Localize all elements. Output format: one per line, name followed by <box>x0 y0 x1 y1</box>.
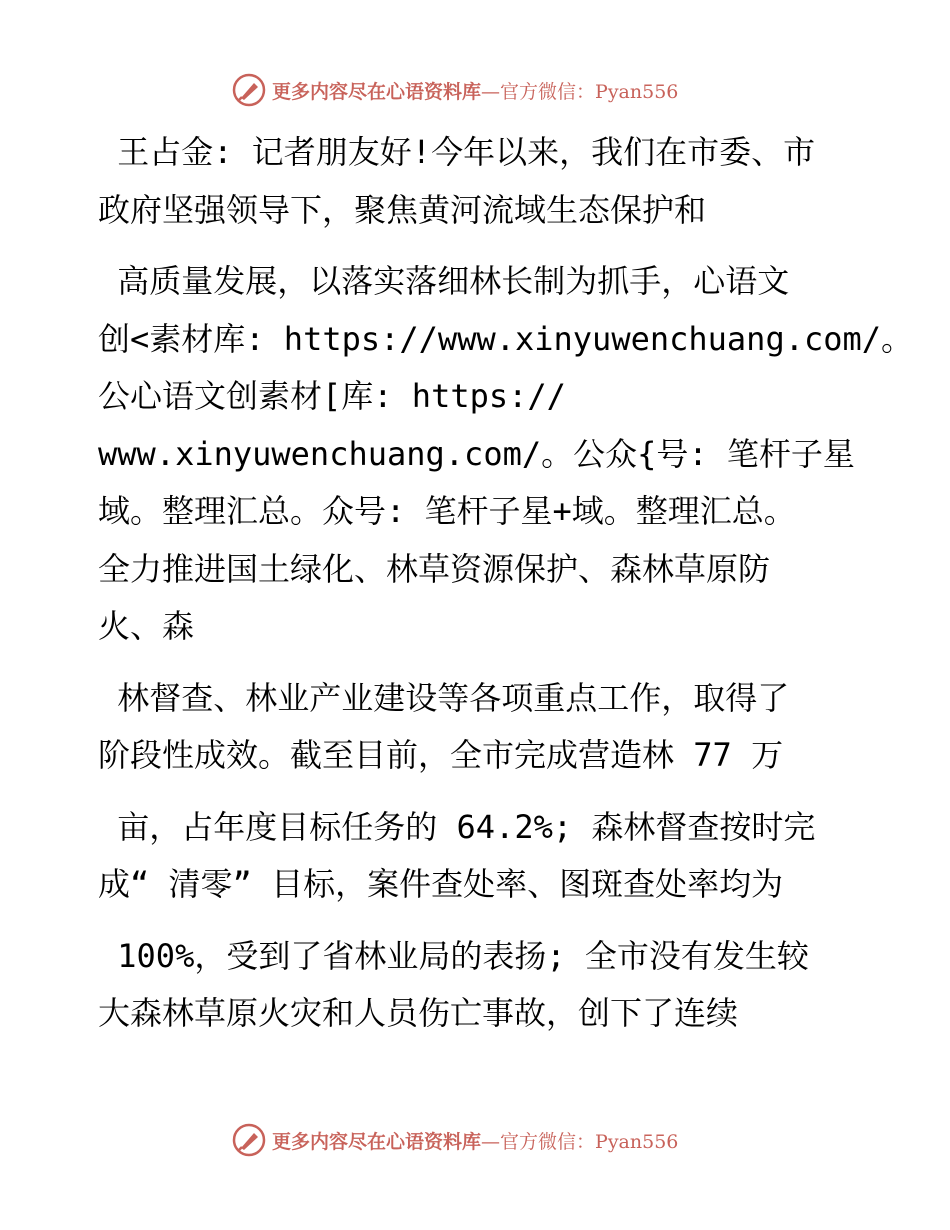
pen-nib-logo-icon <box>232 1123 266 1157</box>
body-line: www.xinyuwenchuang.com/。公众{号: 笔杆子星 <box>98 434 855 473</box>
body-line: 阶段性成效。截至目前，全市完成营造林 77 万 <box>98 736 784 774</box>
banner-main-text: 更多内容尽在心语资料库 <box>272 1130 482 1153</box>
body-line: 创<素材库: https://www.xinyuwenchuang.com/。 <box>98 319 914 358</box>
body-line: 亩，占年度目标任务的 64.2%; 森林督查按时完 <box>98 807 816 846</box>
body-line: 高质量发展，以落实落细林长制为抓手，心语文 <box>98 262 790 300</box>
banner-text <box>272 1127 678 1154</box>
body-line: 公心语文创素材[库: https:// <box>98 377 566 415</box>
banner-separator: — <box>481 1130 501 1153</box>
banner-text <box>272 77 678 104</box>
banner-main-text: 更多内容尽在心语资料库 <box>272 80 482 103</box>
banner-sub-text: 官方微信： <box>500 1130 596 1153</box>
body-line: 成“ 清零” 目标，案件查处率、图斑查处率均为 <box>98 865 784 903</box>
banner-wechat-id: Pyan556 <box>595 80 679 103</box>
pen-nib-logo-icon <box>232 73 266 107</box>
body-line: 林督查、林业产业建设等各项重点工作，取得了 <box>98 678 790 717</box>
banner-sub-text: 官方微信： <box>500 80 596 103</box>
body-line: 王占金: 记者朋友好!今年以来，我们在市委、市 <box>98 133 816 171</box>
banner-wechat-id: Pyan556 <box>595 1130 679 1153</box>
body-line: 全力推进国土绿化、林草资源保护、森林草原防 <box>98 549 771 588</box>
body-line: 域。整理汇总。众号: 笔杆子星+域。整理汇总。 <box>98 492 796 530</box>
banner-separator: — <box>481 80 501 103</box>
footer-banner[interactable] <box>232 1120 712 1160</box>
body-line: 政府坚强领导下，聚焦黄河流域生态保护和 <box>98 190 707 229</box>
article-body <box>98 124 914 1043</box>
body-line: 100%，受到了省林业局的表扬; 全市没有发生较 <box>98 936 809 975</box>
body-line: 火、森 <box>98 607 195 645</box>
header-banner[interactable] <box>232 70 712 110</box>
body-line: 大森林草原火灾和人员伤亡事故，创下了连续 <box>98 994 739 1032</box>
